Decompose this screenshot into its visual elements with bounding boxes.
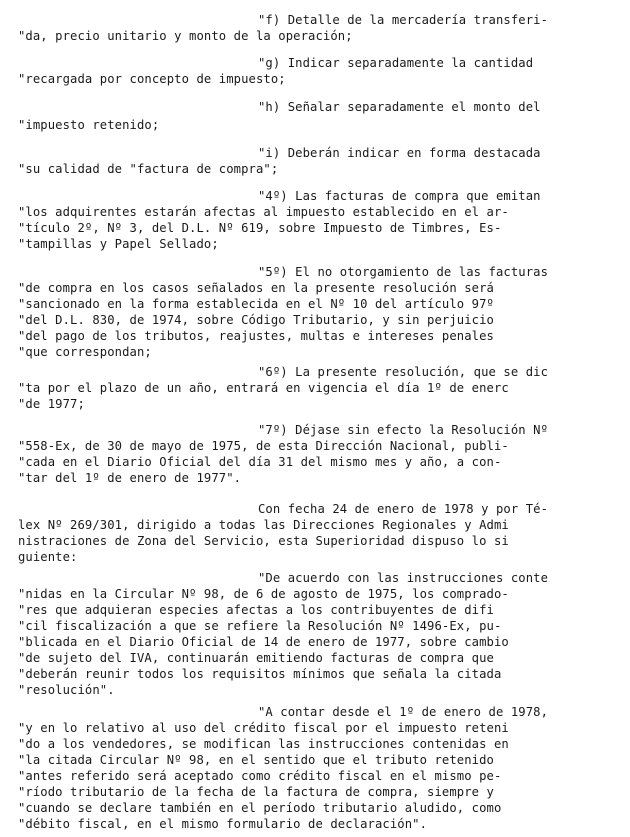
text-line: "su calidad de "factura de compra"; [18,162,279,176]
text-line: "la citada Circular Nº 98, en el sentido que el tributo retenido [18,753,494,767]
text-line: Con fecha 24 de enero de 1978 y por Té- [258,502,549,516]
text-line: "deberán reunir todos los requisitos mínimos que señala la citada [18,667,502,681]
text-line: "recargada por concepto de impuesto; [18,72,286,86]
text-line: "h) Señalar separadamente el monto del [258,100,541,114]
text-line: "f) Detalle de la mercadería transferi- [258,13,549,27]
text-line: "558-Ex, de 30 de mayo de 1975, de esta Dirección Nacional, publi- [18,439,509,453]
text-line: "7º) Déjase sin efecto la Resolución Nº [258,423,549,437]
text-line: "De acuerdo con las instrucciones conte [258,571,549,585]
text-line: guiente: [18,550,78,564]
text-line: "de 1977; [18,397,85,411]
text-line: lex Nº 269/301, dirigido a todas las Direcciones Regionales y Admi [18,518,509,532]
text-line: "del D.L. 830, de 1974, sobre Código Tributario, y sin perjuicio [18,313,494,327]
text-line: "res que adquieran especies afectas a los contribuyentes de difi [18,603,494,617]
text-line: "los adquirentes estarán afectas al impuesto establecido en el ar- [18,205,509,219]
text-line: "del pago de los tributos, reajustes, multas e intereses penales [18,329,494,343]
text-line: "g) Indicar separadamente la cantidad [258,56,534,70]
text-line: "antes referido será aceptado como crédito fiscal en el mismo pe- [18,769,502,783]
text-line: "cil fiscalización a que se refiere la Resolución Nº 1496-Ex, pu- [18,619,502,633]
text-line: "sancionado en la forma establecida en el Nº 10 del artículo 97º [18,297,494,311]
text-line: "de compra en los casos señalados en la presente resolución será [18,281,494,295]
text-line: "ta por el plazo de un año, entrará en vigencia el día 1º de enerc [18,381,509,395]
text-line: "ríodo tributario de la fecha de la factura de compra, siempre y [18,785,494,799]
text-line: "tar del 1º de enero de 1977". [18,471,242,485]
text-line: "que correspondan; [18,345,152,359]
text-line: "i) Deberán indicar en forma destacada [258,146,541,160]
text-line: "de sujeto del IVA, continuarán emitiendo facturas de compra que [18,651,494,665]
text-line: "tículo 2º, Nº 3, del D.L. Nº 619, sobre Impuesto de Timbres, Es- [18,221,502,235]
text-line: "cada en el Diario Oficial del día 31 del mismo mes y año, a con- [18,455,502,469]
text-line: nistraciones de Zona del Servicio, esta Superioridad dispuso lo si [18,534,509,548]
text-line: "débito fiscal, en el mismo formulario de declaración". [18,817,428,831]
text-line: "5º) El no otorgamiento de las facturas [258,265,549,279]
text-line: "A contar desde el 1º de enero de 1978, [258,705,549,719]
text-line: "blicada en el Diario Oficial de 14 de enero de 1977, sobre cambio [18,635,509,649]
text-line: "impuesto retenido; [18,118,160,132]
text-line: "resolución". [18,683,115,697]
text-line: "nidas en la Circular Nº 98, de 6 de agosto de 1975, los comprado- [18,587,509,601]
text-line: "tampillas y Papel Sellado; [18,237,219,251]
text-line: "6º) La presente resolución, que se dic [258,365,549,379]
text-line: "cuando se declare también en el período tributario aludido, como [18,801,502,815]
text-line: "4º) Las facturas de compra que emitan [258,189,541,203]
text-line: "y en lo relativo al uso del crédito fiscal por el impuesto reteni [18,721,509,735]
text-line: "da, precio unitario y monto de la operación; [18,29,353,43]
text-line: "do a los vendedores, se modifican las instrucciones contenidas en [18,737,509,751]
